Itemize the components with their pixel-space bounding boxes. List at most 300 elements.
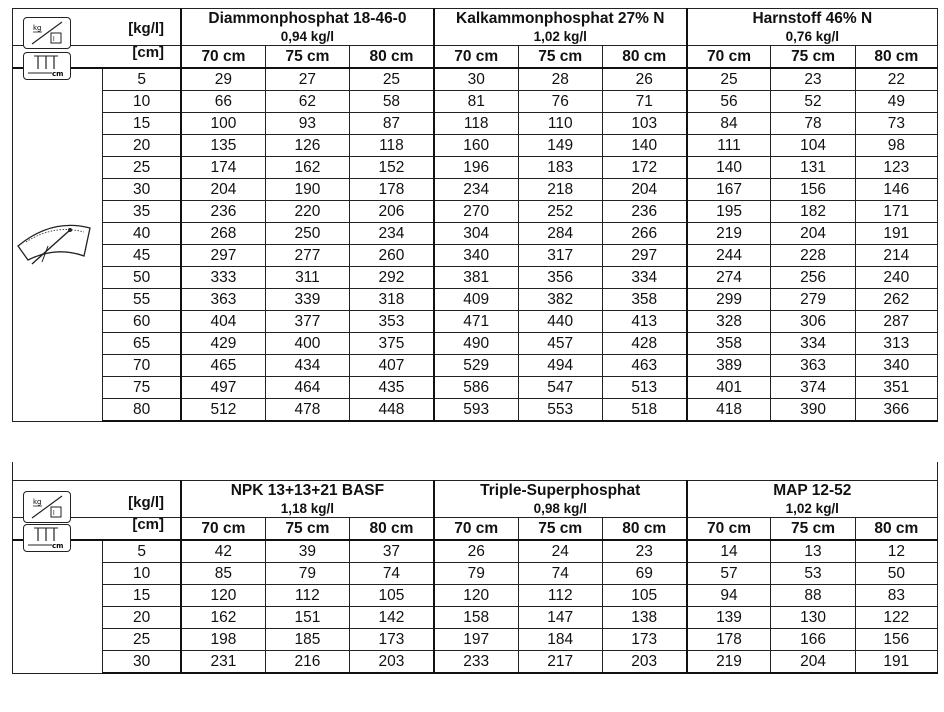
working-width-cell: 80: [103, 399, 181, 422]
rate-cell: 333: [181, 267, 265, 289]
column-header: 80 cm: [855, 518, 937, 541]
rate-cell: 478: [265, 399, 349, 422]
working-width-cell: 15: [103, 585, 181, 607]
rate-cell: 353: [350, 311, 434, 333]
svg-text:kg: kg: [33, 24, 42, 32]
rate-cell: 400: [265, 333, 349, 355]
rate-cell: 375: [350, 333, 434, 355]
rate-cell: 140: [602, 135, 686, 157]
column-header: 70 cm: [687, 518, 771, 541]
rate-cell: 156: [855, 629, 937, 651]
rate-cell: 252: [518, 201, 602, 223]
table-row: [13, 540, 938, 563]
rate-cell: 228: [771, 245, 855, 267]
working-width-cell: 30: [103, 651, 181, 674]
working-width-cell: 15: [103, 113, 181, 135]
rate-cell: 593: [434, 399, 518, 422]
rate-cell: 204: [181, 179, 265, 201]
fertilizer-name: NPK 13+13+21 BASF: [230, 482, 385, 499]
rate-cell: 292: [350, 267, 434, 289]
rate-cell: 334: [602, 267, 686, 289]
rate-cell: 356: [518, 267, 602, 289]
rate-cell: 206: [350, 201, 434, 223]
rate-cell: 83: [855, 585, 937, 607]
rate-cell: 27: [265, 68, 349, 91]
rate-cell: 339: [265, 289, 349, 311]
column-header: 75 cm: [771, 46, 855, 69]
column-header: 75 cm: [771, 518, 855, 541]
rate-cell: 390: [771, 399, 855, 422]
rate-cell: 363: [181, 289, 265, 311]
rate-cell: 217: [518, 651, 602, 674]
rate-cell: 104: [771, 135, 855, 157]
rate-cell: 262: [855, 289, 937, 311]
rate-cell: 146: [855, 179, 937, 201]
rate-cell: 279: [771, 289, 855, 311]
rate-cell: 149: [518, 135, 602, 157]
working-width-cell: 10: [103, 91, 181, 113]
table-row: [13, 245, 938, 267]
rate-cell: 130: [771, 607, 855, 629]
rate-cell: 306: [771, 311, 855, 333]
table-row: [13, 355, 938, 377]
rate-cell: 167: [687, 179, 771, 201]
rate-cell: 351: [855, 377, 937, 399]
rate-cell: 85: [181, 563, 265, 585]
rate-cell: 66: [181, 91, 265, 113]
rate-cell: 195: [687, 201, 771, 223]
rate-cell: 123: [855, 157, 937, 179]
working-width-cell: 20: [103, 135, 181, 157]
row-width-header-cell: [13, 44, 182, 78]
rate-cell: 56: [687, 91, 771, 113]
column-header: 75 cm: [518, 46, 602, 69]
working-width-cell: 25: [103, 157, 181, 179]
rate-cell: 236: [181, 201, 265, 223]
column-header: 80 cm: [602, 46, 686, 69]
rate-cell: 28: [518, 68, 602, 91]
rate-cell: 313: [855, 333, 937, 355]
table-row: [13, 113, 938, 135]
fertilizer-density: 1,02 kg/l: [785, 501, 839, 516]
rate-cell: 334: [771, 333, 855, 355]
rate-cell: 25: [687, 68, 771, 91]
rate-cell: 30: [434, 68, 518, 91]
rate-cell: 203: [350, 651, 434, 674]
rate-cell: 49: [855, 91, 937, 113]
rate-cell: 62: [265, 91, 349, 113]
rate-cell: 126: [265, 135, 349, 157]
table-row: [13, 68, 938, 91]
rate-cell: 53: [771, 563, 855, 585]
rate-cell: 111: [687, 135, 771, 157]
rate-cell: 497: [181, 377, 265, 399]
rate-cell: 457: [518, 333, 602, 355]
rate-cell: 219: [687, 651, 771, 674]
rate-cell: 463: [602, 355, 686, 377]
rate-cell: 204: [771, 223, 855, 245]
row-spacing-icon: [23, 524, 71, 552]
rate-cell: 284: [518, 223, 602, 245]
rate-cell: 250: [265, 223, 349, 245]
rate-cell: 270: [434, 201, 518, 223]
rate-cell: 196: [434, 157, 518, 179]
density-unit-label: [kg/l]: [128, 494, 165, 511]
svg-text:l: l: [53, 510, 55, 517]
density-scale-icon: [23, 17, 71, 49]
table-1-width-header: [13, 46, 938, 69]
rate-cell: 494: [518, 355, 602, 377]
rate-cell: 340: [855, 355, 937, 377]
column-header: 80 cm: [855, 46, 937, 69]
metering-dial-icon: [12, 216, 96, 274]
rate-cell: 234: [434, 179, 518, 201]
rate-cell: 231: [181, 651, 265, 674]
rate-cell: 88: [771, 585, 855, 607]
rate-cell: 160: [434, 135, 518, 157]
working-width-cell: 50: [103, 267, 181, 289]
fertilizer-table-2: [12, 480, 938, 674]
rate-cell: 318: [350, 289, 434, 311]
rate-cell: 166: [771, 629, 855, 651]
rate-cell: 317: [518, 245, 602, 267]
working-width-cell: 70: [103, 355, 181, 377]
rate-cell: 26: [602, 68, 686, 91]
rate-cell: 84: [687, 113, 771, 135]
rate-cell: 71: [602, 91, 686, 113]
table-row: [13, 563, 938, 585]
rate-cell: 173: [602, 629, 686, 651]
rate-cell: 24: [518, 540, 602, 563]
rate-cell: 73: [855, 113, 937, 135]
rate-cell: 240: [855, 267, 937, 289]
rate-cell: 297: [181, 245, 265, 267]
column-header: 75 cm: [518, 518, 602, 541]
rate-cell: 214: [855, 245, 937, 267]
column-header: 75 cm: [265, 518, 349, 541]
rate-cell: 26: [434, 540, 518, 563]
rate-cell: 118: [434, 113, 518, 135]
rate-cell: 435: [350, 377, 434, 399]
rate-cell: 162: [265, 157, 349, 179]
rate-cell: 184: [518, 629, 602, 651]
table-row: [13, 333, 938, 355]
rate-cell: 418: [687, 399, 771, 422]
rate-cell: 304: [434, 223, 518, 245]
table-row: [13, 651, 938, 674]
rate-cell: 389: [687, 355, 771, 377]
rate-cell: 98: [855, 135, 937, 157]
rate-cell: 381: [434, 267, 518, 289]
fertilizer-name: Diammonphosphat 18-46-0: [208, 10, 407, 27]
rate-cell: 428: [602, 333, 686, 355]
rate-cell: 244: [687, 245, 771, 267]
fertilizer-density: 0,94 kg/l: [280, 29, 335, 44]
dial-icon-cell: [13, 540, 103, 673]
rate-cell: 471: [434, 311, 518, 333]
rate-cell: 358: [687, 333, 771, 355]
rate-cell: 198: [181, 629, 265, 651]
table-row: [13, 135, 938, 157]
rate-cell: 233: [434, 651, 518, 674]
rate-cell: 22: [855, 68, 937, 91]
table-row: [13, 377, 938, 399]
rate-cell: 191: [855, 223, 937, 245]
rate-cell: 78: [771, 113, 855, 135]
rate-cell: 58: [350, 91, 434, 113]
working-width-cell: 55: [103, 289, 181, 311]
table-row: [13, 223, 938, 245]
rate-cell: 434: [265, 355, 349, 377]
rate-cell: 328: [687, 311, 771, 333]
rate-cell: 382: [518, 289, 602, 311]
table-row: [13, 629, 938, 651]
working-width-cell: 45: [103, 245, 181, 267]
rate-cell: 547: [518, 377, 602, 399]
fertilizer-density: 1,02 kg/l: [533, 29, 587, 44]
rate-cell: 203: [602, 651, 686, 674]
rate-cell: 110: [518, 113, 602, 135]
row-width-header-cell: [13, 516, 182, 550]
rate-cell: 236: [602, 201, 686, 223]
rate-cell: 25: [350, 68, 434, 91]
fertilizer-name: Harnstoff 46% N: [752, 10, 873, 27]
table-row: [13, 399, 938, 422]
rate-cell: 42: [181, 540, 265, 563]
rate-cell: 112: [518, 585, 602, 607]
column-header: 80 cm: [350, 46, 434, 69]
rate-cell: 404: [181, 311, 265, 333]
rate-cell: 178: [350, 179, 434, 201]
rate-cell: 219: [687, 223, 771, 245]
rate-cell: 76: [518, 91, 602, 113]
column-header: 70 cm: [181, 518, 265, 541]
rate-cell: 39: [265, 540, 349, 563]
rate-cell: 260: [350, 245, 434, 267]
dial-icon-cell: [13, 68, 103, 421]
working-width-cell: 5: [103, 540, 181, 563]
rate-cell: 14: [687, 540, 771, 563]
rate-cell: 464: [265, 377, 349, 399]
table-separator: [12, 462, 938, 480]
rate-cell: 377: [265, 311, 349, 333]
rate-cell: 140: [687, 157, 771, 179]
fertilizer-name: MAP 12-52: [773, 482, 852, 499]
rate-cell: 465: [181, 355, 265, 377]
rate-cell: 220: [265, 201, 349, 223]
rate-cell: 29: [181, 68, 265, 91]
fertilizer-name: Kalkammonphosphat 27% N: [456, 10, 665, 27]
svg-text:l: l: [53, 36, 55, 43]
rate-cell: 234: [350, 223, 434, 245]
table-row: [13, 91, 938, 113]
rate-cell: 407: [350, 355, 434, 377]
rate-cell: 12: [855, 540, 937, 563]
rate-cell: 151: [265, 607, 349, 629]
row-spacing-icon: [23, 52, 71, 80]
rate-cell: 158: [434, 607, 518, 629]
rate-cell: 13: [771, 540, 855, 563]
rate-cell: 69: [602, 563, 686, 585]
rate-cell: 190: [265, 179, 349, 201]
working-width-cell: 5: [103, 68, 181, 91]
rate-cell: 142: [350, 607, 434, 629]
fertilizer-header: [181, 9, 434, 46]
column-header: 80 cm: [602, 518, 686, 541]
rate-cell: 518: [602, 399, 686, 422]
rate-cell: 171: [855, 201, 937, 223]
rate-cell: 311: [265, 267, 349, 289]
rate-cell: 274: [687, 267, 771, 289]
column-header: 70 cm: [434, 46, 518, 69]
column-header: 75 cm: [265, 46, 349, 69]
working-width-cell: 10: [103, 563, 181, 585]
rate-cell: 204: [602, 179, 686, 201]
rate-cell: 266: [602, 223, 686, 245]
density-header-cell: [13, 9, 182, 46]
density-header-cell: [13, 481, 182, 518]
rate-cell: 74: [518, 563, 602, 585]
rate-cell: 191: [855, 651, 937, 674]
working-width-cell: 25: [103, 629, 181, 651]
rate-cell: 358: [602, 289, 686, 311]
table-row: [13, 201, 938, 223]
table-row: [13, 267, 938, 289]
rate-cell: 147: [518, 607, 602, 629]
fertilizer-table-1: [12, 8, 938, 422]
rate-cell: 256: [771, 267, 855, 289]
rate-cell: 297: [602, 245, 686, 267]
rate-cell: 122: [855, 607, 937, 629]
rate-cell: 448: [350, 399, 434, 422]
table-1-fertilizer-header: [13, 9, 938, 46]
rate-cell: 268: [181, 223, 265, 245]
rate-cell: 138: [602, 607, 686, 629]
rate-cell: 401: [687, 377, 771, 399]
width-unit-label: [cm]: [132, 516, 165, 533]
rate-cell: 174: [181, 157, 265, 179]
rate-cell: 100: [181, 113, 265, 135]
working-width-cell: 75: [103, 377, 181, 399]
table-row: [13, 607, 938, 629]
working-width-cell: 20: [103, 607, 181, 629]
rate-cell: 553: [518, 399, 602, 422]
column-header: 70 cm: [181, 46, 265, 69]
fertilizer-header: [687, 9, 938, 46]
width-unit-label: [cm]: [132, 44, 165, 61]
rate-cell: 413: [602, 311, 686, 333]
fertilizer-header: [434, 481, 687, 518]
table-2-fertilizer-header: [13, 481, 938, 518]
rate-cell: 172: [602, 157, 686, 179]
table-row: [13, 585, 938, 607]
rate-cell: 152: [350, 157, 434, 179]
rate-cell: 74: [350, 563, 434, 585]
rate-cell: 57: [687, 563, 771, 585]
rate-cell: 287: [855, 311, 937, 333]
table-row: [13, 311, 938, 333]
rate-cell: 173: [350, 629, 434, 651]
rate-cell: 112: [265, 585, 349, 607]
svg-text:cm: cm: [52, 70, 64, 78]
rate-cell: 513: [602, 377, 686, 399]
working-width-cell: 40: [103, 223, 181, 245]
fertilizer-header: [181, 481, 434, 518]
rate-cell: 218: [518, 179, 602, 201]
rate-cell: 135: [181, 135, 265, 157]
rate-cell: 204: [771, 651, 855, 674]
rate-cell: 216: [265, 651, 349, 674]
rate-cell: 512: [181, 399, 265, 422]
rate-cell: 185: [265, 629, 349, 651]
rate-cell: 162: [181, 607, 265, 629]
density-unit-label: [kg/l]: [128, 20, 165, 37]
fertilizer-density: 1,18 kg/l: [280, 501, 335, 516]
rate-cell: 178: [687, 629, 771, 651]
fertilizer-name: Triple-Superphosphat: [480, 482, 641, 499]
rate-cell: 103: [602, 113, 686, 135]
working-width-cell: 65: [103, 333, 181, 355]
rate-cell: 131: [771, 157, 855, 179]
table-row: [13, 289, 938, 311]
rate-cell: 490: [434, 333, 518, 355]
rate-cell: 197: [434, 629, 518, 651]
rate-cell: 79: [434, 563, 518, 585]
rate-cell: 586: [434, 377, 518, 399]
working-width-cell: 30: [103, 179, 181, 201]
rate-cell: 139: [687, 607, 771, 629]
rate-cell: 87: [350, 113, 434, 135]
rate-cell: 156: [771, 179, 855, 201]
rate-cell: 374: [771, 377, 855, 399]
column-header: 70 cm: [687, 46, 771, 69]
column-header: 80 cm: [350, 518, 434, 541]
svg-text:kg: kg: [33, 498, 42, 506]
working-width-cell: 60: [103, 311, 181, 333]
table-2-width-header: [13, 518, 938, 541]
rate-cell: 52: [771, 91, 855, 113]
svg-text:cm: cm: [52, 542, 64, 550]
table-row: [13, 179, 938, 201]
rate-cell: 409: [434, 289, 518, 311]
fertilizer-header: [434, 9, 687, 46]
rate-cell: 363: [771, 355, 855, 377]
rate-cell: 37: [350, 540, 434, 563]
fertilizer-density: 0,98 kg/l: [533, 501, 587, 516]
rate-cell: 277: [265, 245, 349, 267]
rate-cell: 120: [181, 585, 265, 607]
rate-cell: 366: [855, 399, 937, 422]
rate-cell: 105: [350, 585, 434, 607]
rate-cell: 94: [687, 585, 771, 607]
rate-cell: 182: [771, 201, 855, 223]
rate-cell: 81: [434, 91, 518, 113]
fertilizer-header: [687, 481, 938, 518]
rate-cell: 529: [434, 355, 518, 377]
working-width-cell: 35: [103, 201, 181, 223]
rate-cell: 105: [602, 585, 686, 607]
rate-cell: 23: [771, 68, 855, 91]
rate-cell: 299: [687, 289, 771, 311]
rate-cell: 93: [265, 113, 349, 135]
fertilizer-density: 0,76 kg/l: [785, 29, 839, 44]
rate-cell: 79: [265, 563, 349, 585]
rate-cell: 429: [181, 333, 265, 355]
column-header: 70 cm: [434, 518, 518, 541]
table-row: [13, 157, 938, 179]
rate-cell: 340: [434, 245, 518, 267]
rate-cell: 23: [602, 540, 686, 563]
